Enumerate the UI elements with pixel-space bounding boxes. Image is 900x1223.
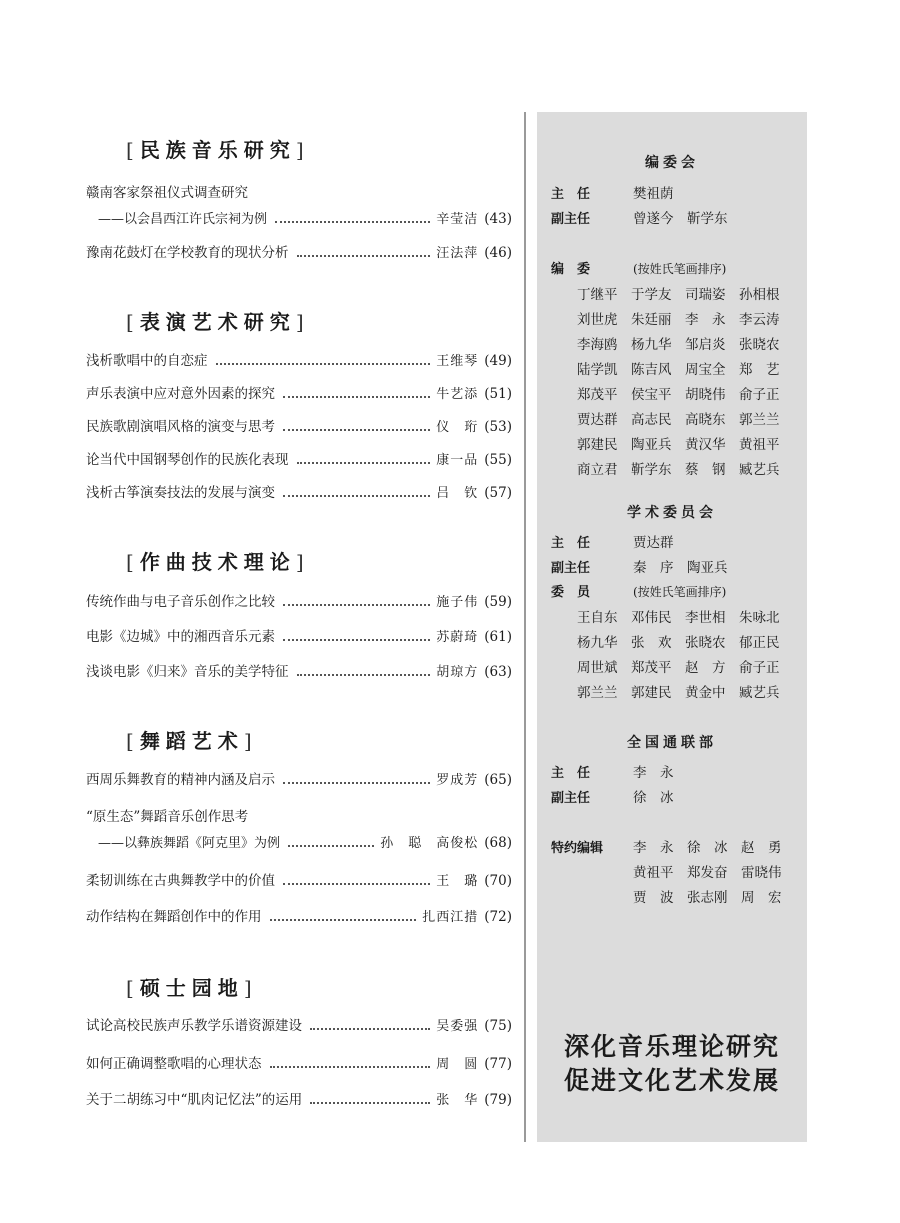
special-editors-row bbox=[633, 886, 795, 906]
person-name: 周宝全 bbox=[685, 362, 726, 378]
person-name: 陆学凯 bbox=[577, 362, 618, 378]
person-name: 郭建民 bbox=[631, 685, 672, 701]
article-title: 传统作曲与电子音乐创作之比较 bbox=[86, 594, 275, 610]
person-name: 靳学东 bbox=[631, 462, 672, 478]
article-author: 汪法萍 bbox=[436, 246, 479, 261]
academic-members-row bbox=[551, 581, 726, 600]
article-author: 辛莹洁 bbox=[436, 212, 479, 227]
article-author: 苏蔚琦 bbox=[436, 630, 479, 645]
masthead-panel bbox=[537, 112, 807, 1142]
toc-entry[interactable] bbox=[86, 908, 512, 927]
page-number: (57) bbox=[484, 485, 512, 501]
toc-entry[interactable] bbox=[86, 184, 512, 229]
person-name: 朱廷丽 bbox=[631, 312, 672, 328]
article-title: 西周乐舞教育的精神内涵及启示 bbox=[86, 772, 275, 788]
article-title: 关于二胡练习中“肌肉记忆法”的运用 bbox=[86, 1092, 303, 1108]
person-name: 张晓农 bbox=[685, 635, 726, 651]
person-name: 张 欢 bbox=[631, 635, 672, 651]
person-name: 刘世虎 bbox=[577, 312, 618, 328]
person-name: 李世相 bbox=[685, 610, 726, 626]
article-author: 康一品 bbox=[436, 453, 479, 468]
toc-entry[interactable] bbox=[86, 1017, 512, 1036]
person-name: 蔡 钢 bbox=[685, 462, 726, 478]
toc-entry[interactable] bbox=[86, 1091, 512, 1110]
person-name: 郑发奋 bbox=[687, 865, 728, 881]
toc-entry[interactable] bbox=[86, 593, 512, 612]
article-title: 论当代中国钢琴创作的民族化表现 bbox=[86, 452, 289, 468]
academic-members-grid bbox=[577, 606, 793, 706]
page-number: (63) bbox=[484, 664, 512, 680]
person-name: 胡晓伟 bbox=[685, 387, 726, 403]
page-number: (65) bbox=[484, 772, 512, 788]
article-author: 吕 钦 bbox=[436, 486, 479, 501]
toc-entry[interactable] bbox=[86, 451, 512, 470]
person-name: 靳学东 bbox=[687, 211, 728, 227]
article-author: 王 璐 bbox=[436, 874, 479, 889]
sort-note: (按姓氏笔画排序) bbox=[633, 585, 727, 599]
toc-entry[interactable] bbox=[86, 244, 512, 263]
person-name: 李 永 bbox=[633, 765, 674, 781]
article-author: 施子伟 bbox=[436, 595, 479, 610]
slogan-line: 深化音乐理论研究 bbox=[563, 1032, 780, 1061]
person-name: 周世斌 bbox=[577, 660, 618, 676]
person-name: 李 永 bbox=[685, 312, 726, 328]
page-number: (68) bbox=[484, 835, 512, 851]
article-title: 浅析古筝演奏技法的发展与演变 bbox=[86, 485, 275, 501]
role-label: 主 任 bbox=[551, 766, 591, 781]
article-title: 柔韧训练在古典舞教学中的价值 bbox=[86, 873, 275, 889]
person-name: 郑茂平 bbox=[631, 660, 672, 676]
article-title: 电影《边城》中的湘西音乐元素 bbox=[86, 629, 275, 645]
toc-entry[interactable] bbox=[86, 352, 512, 371]
article-subtitle: ——以彝族舞蹈《阿克里》为例 bbox=[98, 836, 281, 851]
article-title: 赣南客家祭祖仪式调查研究 bbox=[86, 185, 248, 201]
person-name: 黄金中 bbox=[685, 685, 726, 701]
person-name: 陶亚兵 bbox=[687, 560, 728, 576]
person-name: 商立君 bbox=[577, 462, 618, 478]
person-name: 邓伟民 bbox=[631, 610, 672, 626]
person-name: 黄汉华 bbox=[685, 437, 726, 453]
person-name: 于学友 bbox=[631, 287, 672, 303]
article-title: 民族歌剧演唱风格的演变与思考 bbox=[86, 419, 275, 435]
person-name: 臧艺兵 bbox=[739, 462, 780, 478]
person-name: 邹启炎 bbox=[685, 337, 726, 353]
toc-entry[interactable] bbox=[86, 872, 512, 891]
toc-entry[interactable] bbox=[86, 385, 512, 404]
section-title: [舞蹈艺术] bbox=[126, 729, 258, 753]
person-name: 雷晓伟 bbox=[741, 865, 782, 881]
article-author: 胡琼方 bbox=[436, 665, 479, 680]
person-name: 孙相根 bbox=[739, 287, 780, 303]
article-author: 罗成芳 bbox=[436, 773, 479, 788]
role-label: 主 任 bbox=[551, 187, 591, 202]
person-name: 周 宏 bbox=[741, 890, 782, 906]
toc-entry[interactable] bbox=[86, 484, 512, 503]
person-name: 王自东 bbox=[577, 610, 618, 626]
role-label: 主 任 bbox=[551, 536, 591, 551]
person-name: 李海鸥 bbox=[577, 337, 618, 353]
liaison-heading: 全国通联部 bbox=[627, 735, 717, 751]
person-name: 陈吉风 bbox=[631, 362, 672, 378]
person-name: 郭兰兰 bbox=[739, 412, 780, 428]
person-name: 贾达群 bbox=[577, 412, 618, 428]
article-subtitle: ——以会昌西江许氏宗祠为例 bbox=[98, 212, 268, 227]
toc-entry[interactable] bbox=[86, 628, 512, 647]
academic-committee-heading: 学术委员会 bbox=[627, 505, 717, 521]
person-name: 郑 艺 bbox=[739, 362, 780, 378]
article-title: 浅谈电影《归来》音乐的美学特征 bbox=[86, 664, 289, 680]
special-editors-row bbox=[551, 836, 795, 856]
section-title: [表演艺术研究] bbox=[126, 310, 310, 334]
role-label: 编 委 bbox=[551, 262, 591, 277]
person-name: 樊祖荫 bbox=[633, 186, 674, 202]
article-title: 如何正确调整歌唱的心理状态 bbox=[86, 1056, 262, 1072]
column-divider bbox=[524, 112, 526, 1142]
page-number: (77) bbox=[484, 1056, 512, 1072]
page-number: (61) bbox=[484, 629, 512, 645]
academic-deputy-row bbox=[551, 556, 741, 576]
liaison-deputy-row bbox=[551, 786, 687, 806]
role-label: 委 员 bbox=[551, 585, 591, 600]
toc-entry[interactable] bbox=[86, 663, 512, 682]
role-label: 副主任 bbox=[551, 561, 591, 576]
article-author: 牛艺添 bbox=[436, 387, 479, 402]
article-title: 声乐表演中应对意外因素的探究 bbox=[86, 386, 275, 402]
page-number: (70) bbox=[484, 873, 512, 889]
person-name: 高晓东 bbox=[685, 412, 726, 428]
section-title: [作曲技术理论] bbox=[126, 550, 310, 574]
liaison-director-row bbox=[551, 761, 687, 781]
editorial-director-row bbox=[551, 182, 687, 202]
person-name: 张志刚 bbox=[687, 890, 728, 906]
person-name: 李云涛 bbox=[739, 312, 780, 328]
section-title: [硕士园地] bbox=[126, 976, 258, 1000]
academic-director-row bbox=[551, 531, 687, 551]
role-label: 副主任 bbox=[551, 791, 591, 806]
editorial-members-grid bbox=[577, 283, 793, 483]
slogan-line: 促进文化艺术发展 bbox=[563, 1066, 780, 1095]
person-name: 张晓农 bbox=[739, 337, 780, 353]
person-name: 俞子正 bbox=[739, 387, 780, 403]
page-number: (72) bbox=[484, 909, 512, 925]
person-name: 丁继平 bbox=[577, 287, 618, 303]
page-number: (53) bbox=[484, 419, 512, 435]
section-title: [民族音乐研究] bbox=[126, 138, 310, 162]
article-title: 试论高校民族声乐教学乐谱资源建设 bbox=[86, 1018, 302, 1034]
toc-entry[interactable] bbox=[86, 1055, 512, 1074]
page-number: (43) bbox=[484, 211, 512, 227]
person-name: 侯宝平 bbox=[631, 387, 672, 403]
article-title: 动作结构在舞蹈创作中的作用 bbox=[86, 909, 262, 925]
person-name: 黄祖平 bbox=[739, 437, 780, 453]
person-name: 徐 冰 bbox=[687, 840, 728, 856]
editorial-members-row bbox=[551, 258, 726, 277]
article-author: 仪 珩 bbox=[436, 420, 479, 435]
article-author: 吴委强 bbox=[436, 1019, 479, 1034]
page-number: (55) bbox=[484, 452, 512, 468]
person-name: 郭建民 bbox=[577, 437, 618, 453]
article-author: 扎西江措 bbox=[422, 910, 479, 925]
article-author: 王维琴 bbox=[436, 354, 479, 369]
person-name: 杨九华 bbox=[631, 337, 672, 353]
person-name: 徐 冰 bbox=[633, 790, 674, 806]
article-title: “原生态”舞蹈音乐创作思考 bbox=[86, 809, 249, 825]
toc-entry[interactable] bbox=[86, 808, 512, 853]
editorial-deputy-row bbox=[551, 207, 741, 227]
person-name: 赵 方 bbox=[685, 660, 726, 676]
article-title: 浅析歌唱中的自恋症 bbox=[86, 353, 208, 369]
article-author: 孙 聪 高俊松 bbox=[380, 836, 479, 851]
editorial-board-heading: 编委会 bbox=[645, 155, 699, 171]
person-name: 朱咏北 bbox=[739, 610, 780, 626]
person-name: 臧艺兵 bbox=[739, 685, 780, 701]
special-editors-row bbox=[633, 861, 795, 881]
person-name: 曾遂今 bbox=[633, 211, 674, 227]
page-number: (51) bbox=[484, 386, 512, 402]
person-name: 郭兰兰 bbox=[577, 685, 618, 701]
article-author: 张 华 bbox=[436, 1093, 479, 1108]
person-name: 李 永 bbox=[633, 840, 674, 856]
page-number: (79) bbox=[484, 1092, 512, 1108]
person-name: 赵 勇 bbox=[741, 840, 782, 856]
person-name: 司瑞姿 bbox=[685, 287, 726, 303]
page-number: (46) bbox=[484, 245, 512, 261]
page-number: (59) bbox=[484, 594, 512, 610]
person-name: 陶亚兵 bbox=[631, 437, 672, 453]
person-name: 俞子正 bbox=[739, 660, 780, 676]
toc-entry[interactable] bbox=[86, 418, 512, 437]
person-name: 郁正民 bbox=[739, 635, 780, 651]
toc-entry[interactable] bbox=[86, 771, 512, 790]
person-name: 贾 波 bbox=[633, 890, 674, 906]
sort-note: (按姓氏笔画排序) bbox=[633, 262, 727, 276]
article-author: 周 圆 bbox=[436, 1057, 479, 1072]
role-label: 特约编辑 bbox=[551, 841, 604, 856]
person-name: 秦 序 bbox=[633, 560, 674, 576]
person-name: 高志民 bbox=[631, 412, 672, 428]
page-number: (75) bbox=[484, 1018, 512, 1034]
person-name: 郑茂平 bbox=[577, 387, 618, 403]
person-name: 黄祖平 bbox=[633, 865, 674, 881]
page-number: (49) bbox=[484, 353, 512, 369]
person-name: 贾达群 bbox=[633, 535, 674, 551]
article-title: 豫南花鼓灯在学校教育的现状分析 bbox=[86, 245, 289, 261]
role-label: 副主任 bbox=[551, 212, 591, 227]
person-name: 杨九华 bbox=[577, 635, 618, 651]
